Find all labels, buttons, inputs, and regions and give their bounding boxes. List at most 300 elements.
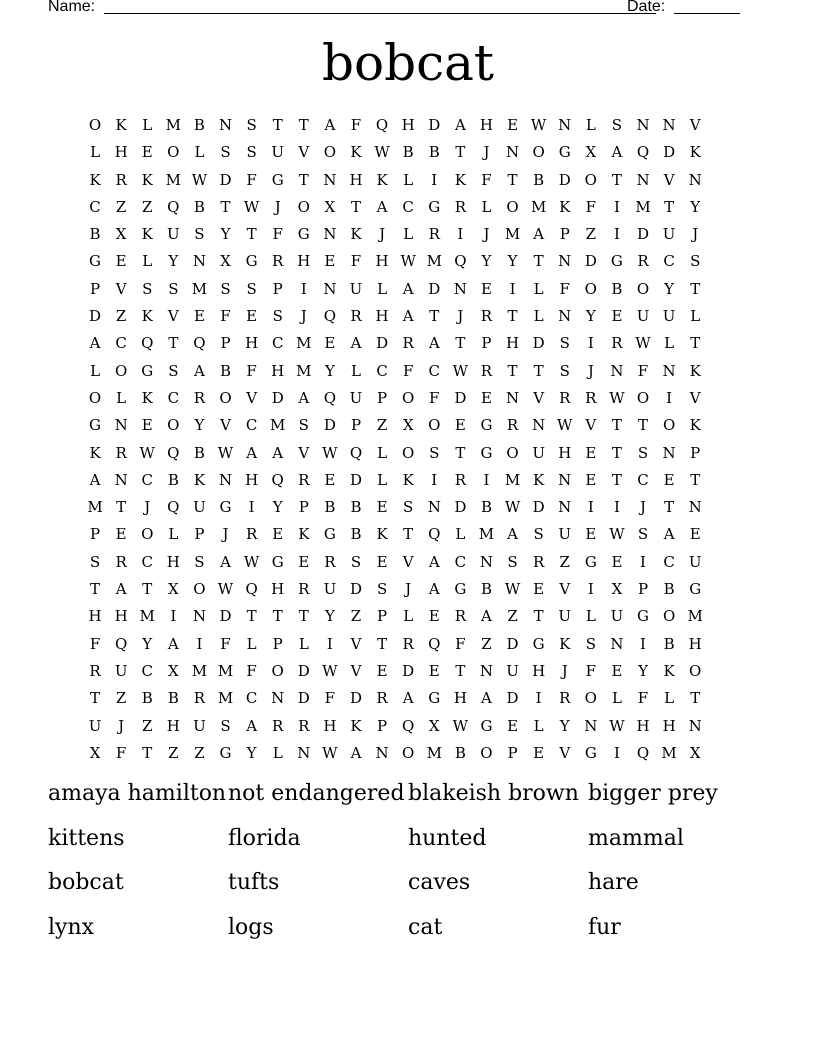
grid-letter: R <box>402 334 414 353</box>
grid-letter: M <box>426 743 442 762</box>
grid-letter: F <box>246 361 257 380</box>
grid-letter: U <box>88 716 102 735</box>
grid-letter: S <box>637 443 649 462</box>
grid-letter: T <box>533 252 544 271</box>
grid-letter: G <box>584 743 597 762</box>
grid-letter: H <box>323 716 337 735</box>
grid-letter: T <box>611 170 622 189</box>
grid-letter: L <box>90 143 101 162</box>
grid-letter: N <box>558 116 572 134</box>
grid-letter: M <box>191 279 208 298</box>
name-line <box>104 13 656 14</box>
grid-letter: M <box>139 607 155 626</box>
grid-letter: X <box>115 225 127 244</box>
grid-letter: Z <box>115 197 127 216</box>
grid-letter: E <box>193 307 205 326</box>
grid-letter: N <box>218 116 233 134</box>
grid-letter: D <box>454 388 467 407</box>
grid-letter: N <box>505 388 520 407</box>
grid-letter: R <box>532 552 545 571</box>
grid-letter: L <box>533 716 544 735</box>
grid-letter: F <box>585 197 597 216</box>
grid-letter: O <box>584 279 597 298</box>
grid-row <box>82 277 708 304</box>
grid-letter: T <box>611 416 622 435</box>
grid-letter: T <box>246 607 257 626</box>
grid-letter: B <box>480 580 492 599</box>
grid-letter: N <box>297 743 311 762</box>
grid-letter: H <box>558 443 572 462</box>
grid-letter: R <box>115 170 127 189</box>
grid-letter: S <box>690 252 701 271</box>
grid-letter: E <box>480 388 492 407</box>
grid-letter: V <box>298 443 310 462</box>
grid-letter: Q <box>167 498 180 517</box>
grid-letter: A <box>507 525 518 544</box>
grid-letter: S <box>585 634 596 653</box>
grid-letter: F <box>246 661 257 680</box>
grid-letter: I <box>613 197 620 216</box>
grid-letter: C <box>167 388 180 407</box>
grid-letter: E <box>585 470 597 489</box>
grid-letter: K <box>454 170 466 189</box>
grid-letter: E <box>611 661 623 680</box>
grid-letter: P <box>90 525 101 544</box>
grid-letter: H <box>166 552 180 571</box>
word-item: blakeish brown <box>408 781 579 806</box>
grid-letter: E <box>272 525 284 544</box>
grid-letter: M <box>165 170 181 189</box>
grid-letter: O <box>480 743 493 762</box>
grid-letter: L <box>403 607 414 626</box>
grid-letter: A <box>298 388 310 407</box>
grid-letter: N <box>192 252 206 271</box>
grid-letter: R <box>272 716 284 735</box>
grid-letter: S <box>298 416 309 435</box>
grid-letter: T <box>298 116 309 134</box>
letter-grid <box>82 113 708 768</box>
grid-letter: U <box>636 307 650 326</box>
word-item: hunted <box>408 825 487 851</box>
grid-row <box>82 741 708 768</box>
grid-letter: B <box>167 470 179 489</box>
grid-letter: H <box>166 716 180 735</box>
word-item: amaya hamilton <box>48 781 227 806</box>
grid-letter: F <box>350 252 362 271</box>
grid-letter: O <box>428 416 441 435</box>
grid-letter: N <box>558 307 572 326</box>
grid-letter: U <box>688 552 702 571</box>
grid-letter: U <box>349 279 363 298</box>
grid-letter: C <box>663 252 675 271</box>
grid-letter: S <box>507 552 518 571</box>
grid-letter: K <box>533 470 545 489</box>
grid-letter: D <box>297 689 310 708</box>
grid-letter: V <box>298 143 310 162</box>
grid-letter: B <box>663 580 675 599</box>
grid-row <box>82 495 708 522</box>
grid-letter: Y <box>559 716 570 735</box>
grid-letter: E <box>663 470 675 489</box>
grid-letter: D <box>219 607 232 626</box>
grid-letter: B <box>220 361 232 380</box>
grid-letter: O <box>193 580 206 599</box>
grid-letter: C <box>402 197 414 216</box>
grid-letter: K <box>689 143 701 162</box>
grid-letter: R <box>506 416 519 435</box>
grid-letter: A <box>428 580 440 599</box>
grid-letter: E <box>324 252 336 271</box>
grid-letter: S <box>220 279 231 298</box>
grid-letter: A <box>350 334 362 353</box>
grid-letter: Z <box>481 634 492 653</box>
grid-letter: O <box>636 388 650 407</box>
word-row <box>48 821 768 866</box>
date-label: Date: <box>627 0 666 15</box>
grid-letter: J <box>144 498 151 517</box>
grid-letter: F <box>115 743 127 762</box>
grid-letter: J <box>561 661 568 680</box>
grid-letter: L <box>377 470 388 489</box>
grid-letter: U <box>193 498 206 517</box>
grid-letter: M <box>530 197 547 216</box>
grid-letter: A <box>402 307 414 326</box>
grid-letter: O <box>584 170 597 189</box>
grid-letter: H <box>271 580 285 599</box>
grid-letter: Z <box>350 607 362 626</box>
grid-letter: H <box>375 307 389 326</box>
grid-letter: V <box>689 116 701 134</box>
grid-letter: N <box>532 416 546 435</box>
grid-letter: F <box>324 689 336 708</box>
grid-letter: W <box>504 498 521 517</box>
grid-letter: Q <box>323 388 337 407</box>
grid-letter: S <box>376 580 388 599</box>
grid-letter: G <box>141 361 154 380</box>
grid-letter: J <box>300 307 307 326</box>
grid-letter: B <box>402 143 414 162</box>
grid-letter: R <box>428 225 440 244</box>
word-item: caves <box>408 870 471 896</box>
grid-letter: E <box>428 661 440 680</box>
grid-letter: E <box>611 307 623 326</box>
grid-letter: E <box>507 716 519 735</box>
grid-letter: V <box>350 661 362 680</box>
grid-letter: P <box>90 279 101 298</box>
grid-letter: I <box>535 689 542 708</box>
grid-row <box>82 249 708 276</box>
grid-letter: T <box>455 661 466 680</box>
grid-letter: D <box>532 334 545 353</box>
grid-letter: Z <box>559 552 570 571</box>
grid-letter: R <box>454 470 466 489</box>
grid-letter: B <box>611 279 623 298</box>
grid-letter: A <box>324 116 336 134</box>
grid-letter: K <box>141 225 153 244</box>
grid-letter: L <box>142 116 153 134</box>
grid-letter: N <box>218 470 233 489</box>
grid-letter: P <box>272 634 283 653</box>
grid-letter: T <box>168 334 179 353</box>
grid-letter: K <box>298 525 310 544</box>
grid-letter: L <box>664 689 675 708</box>
grid-letter: T <box>298 170 309 189</box>
grid-letter: L <box>90 361 101 380</box>
grid-letter: K <box>141 307 153 326</box>
grid-letter: R <box>298 470 310 489</box>
grid-letter: R <box>272 252 284 271</box>
grid-letter: S <box>168 279 179 298</box>
grid-letter: Q <box>167 197 180 216</box>
grid-letter: A <box>533 225 545 244</box>
grid-letter: I <box>457 225 464 244</box>
grid-letter: S <box>403 498 414 517</box>
grid-letter: X <box>324 197 336 216</box>
grid-letter: C <box>115 334 127 353</box>
grid-letter: P <box>350 416 362 435</box>
grid-letter: J <box>483 143 490 162</box>
grid-letter: R <box>89 661 101 680</box>
grid-letter: O <box>689 661 702 680</box>
grid-letter: B <box>533 170 545 189</box>
grid-letter: R <box>115 443 127 462</box>
grid-letter: R <box>480 361 493 380</box>
grid-letter: G <box>610 252 623 271</box>
grid-letter: A <box>481 607 492 626</box>
grid-letter: A <box>402 689 414 708</box>
grid-letter: K <box>193 470 206 489</box>
grid-letter: R <box>402 634 414 653</box>
grid-letter: U <box>193 716 206 735</box>
grid-letter: Y <box>638 661 648 680</box>
grid-letter: W <box>635 334 651 353</box>
grid-letter: F <box>429 388 440 407</box>
grid-letter: I <box>613 225 620 244</box>
grid-letter: Z <box>507 607 518 626</box>
name-label: Name: <box>48 0 96 15</box>
grid-letter: D <box>637 225 650 244</box>
grid-letter: C <box>271 334 284 353</box>
grid-letter: M <box>217 689 234 708</box>
grid-letter: K <box>689 361 701 380</box>
grid-letter: L <box>377 443 388 462</box>
grid-letter: C <box>376 361 388 380</box>
grid-letter: W <box>243 552 260 571</box>
grid-letter: B <box>193 443 205 462</box>
grid-letter: F <box>637 689 649 708</box>
grid-letter: N <box>453 279 467 298</box>
word-row <box>48 776 768 821</box>
grid-letter: O <box>114 361 128 380</box>
grid-letter: B <box>324 498 336 517</box>
grid-letter: E <box>141 143 153 162</box>
grid-letter: T <box>611 443 622 462</box>
grid-letter: R <box>245 525 258 544</box>
grid-letter: Y <box>194 416 205 435</box>
grid-letter: T <box>403 525 414 544</box>
grid-letter: N <box>375 743 389 762</box>
grid-letter: L <box>194 143 205 162</box>
grid-letter: F <box>559 279 570 298</box>
grid-row <box>82 331 708 358</box>
grid-letter: V <box>402 552 414 571</box>
grid-letter: M <box>504 225 521 244</box>
grid-letter: W <box>609 716 625 735</box>
grid-letter: Z <box>142 197 153 216</box>
grid-letter: O <box>141 525 154 544</box>
grid-letter: X <box>89 743 101 762</box>
grid-letter: L <box>272 743 283 762</box>
grid-letter: O <box>219 388 232 407</box>
grid-letter: T <box>690 334 701 353</box>
grid-letter: D <box>349 580 362 599</box>
grid-letter: T <box>116 498 127 517</box>
grid-letter: O <box>297 197 310 216</box>
grid-letter: J <box>483 225 490 244</box>
grid-letter: E <box>376 552 388 571</box>
grid-letter: V <box>559 580 571 599</box>
grid-letter: V <box>689 388 701 407</box>
grid-letter: T <box>142 580 153 599</box>
grid-letter: A <box>272 443 284 462</box>
grid-letter: K <box>689 416 701 435</box>
grid-letter: C <box>89 197 101 216</box>
grid-letter: O <box>271 661 284 680</box>
grid-letter: N <box>558 252 572 271</box>
grid-letter: D <box>376 334 389 353</box>
grid-letter: S <box>246 279 257 298</box>
grid-letter: D <box>584 252 597 271</box>
grid-letter: I <box>483 470 490 489</box>
grid-letter: J <box>640 498 647 517</box>
grid-letter: M <box>426 252 442 271</box>
grid-letter: D <box>402 661 415 680</box>
grid-letter: T <box>246 225 257 244</box>
grid-letter: E <box>376 661 388 680</box>
grid-letter: C <box>637 470 649 489</box>
grid-letter: O <box>167 416 180 435</box>
grid-letter: C <box>428 361 440 380</box>
grid-letter: F <box>585 661 597 680</box>
grid-letter: T <box>611 470 622 489</box>
grid-letter: A <box>89 334 101 353</box>
grid-letter: V <box>220 416 231 435</box>
grid-letter: M <box>687 607 703 626</box>
grid-letter: M <box>478 525 495 544</box>
grid-letter: W <box>322 661 338 680</box>
grid-letter: D <box>506 689 519 708</box>
grid-letter: Y <box>507 252 518 271</box>
grid-letter: A <box>89 470 101 489</box>
grid-row <box>82 304 708 331</box>
grid-letter: K <box>141 388 153 407</box>
grid-letter: G <box>245 252 258 271</box>
grid-letter: Q <box>245 580 258 599</box>
grid-letter: N <box>558 470 572 489</box>
grid-letter: L <box>116 388 127 407</box>
grid-letter: L <box>403 170 414 189</box>
grid-letter: D <box>349 470 362 489</box>
date-line <box>674 13 740 14</box>
grid-letter: J <box>587 361 594 380</box>
grid-row <box>82 686 708 713</box>
grid-letter: A <box>481 689 492 708</box>
grid-letter: D <box>506 634 519 653</box>
grid-letter: E <box>298 552 310 571</box>
grid-letter: P <box>220 334 231 353</box>
grid-letter: Y <box>246 743 257 762</box>
grid-letter: S <box>194 225 205 244</box>
grid-letter: U <box>662 307 676 326</box>
grid-letter: T <box>638 416 649 435</box>
grid-letter: V <box>167 307 179 326</box>
grid-letter: A <box>611 143 623 162</box>
grid-letter: N <box>323 170 337 189</box>
grid-letter: R <box>454 197 466 216</box>
grid-letter: B <box>350 498 362 517</box>
grid-letter: S <box>559 361 570 380</box>
grid-letter: N <box>662 116 676 134</box>
grid-letter: G <box>637 607 649 626</box>
grid-letter: F <box>220 307 231 326</box>
grid-letter: O <box>506 443 519 462</box>
grid-letter: M <box>635 197 651 216</box>
grid-letter: Y <box>168 252 179 271</box>
grid-letter: T <box>272 607 283 626</box>
grid-letter: C <box>141 470 153 489</box>
grid-letter: A <box>246 443 258 462</box>
grid-letter: F <box>246 170 257 189</box>
grid-row <box>82 359 708 386</box>
grid-letter: I <box>300 279 307 298</box>
grid-letter: Q <box>636 143 650 162</box>
grid-letter: P <box>377 607 388 626</box>
grid-letter: A <box>246 716 258 735</box>
grid-row <box>82 468 708 495</box>
grid-letter: Q <box>271 470 284 489</box>
grid-letter: O <box>662 416 676 435</box>
grid-letter: B <box>193 116 205 134</box>
grid-letter: E <box>454 416 466 435</box>
grid-letter: W <box>452 361 469 380</box>
grid-letter: T <box>220 197 231 216</box>
grid-letter: L <box>533 279 544 298</box>
grid-letter: Y <box>664 279 675 298</box>
grid-letter: Y <box>324 361 335 380</box>
grid-letter: Y <box>220 225 231 244</box>
grid-letter: S <box>533 525 544 544</box>
grid-letter: O <box>506 197 519 216</box>
grid-letter: X <box>428 716 440 735</box>
grid-letter: E <box>246 307 258 326</box>
grid-letter: W <box>217 580 234 599</box>
grid-letter: T <box>429 307 440 326</box>
grid-letter: T <box>142 743 153 762</box>
grid-letter: T <box>507 170 518 189</box>
grid-letter: A <box>663 525 675 544</box>
grid-letter: K <box>115 116 127 134</box>
grid-letter: G <box>480 716 493 735</box>
grid-letter: B <box>428 143 440 162</box>
grid-letter: L <box>403 225 414 244</box>
grid-letter: P <box>481 334 492 353</box>
grid-letter: H <box>271 361 285 380</box>
grid-letter: E <box>324 470 336 489</box>
grid-letter: D <box>271 388 284 407</box>
grid-letter: Z <box>168 743 179 762</box>
grid-letter: N <box>558 498 572 517</box>
grid-letter: K <box>350 716 362 735</box>
